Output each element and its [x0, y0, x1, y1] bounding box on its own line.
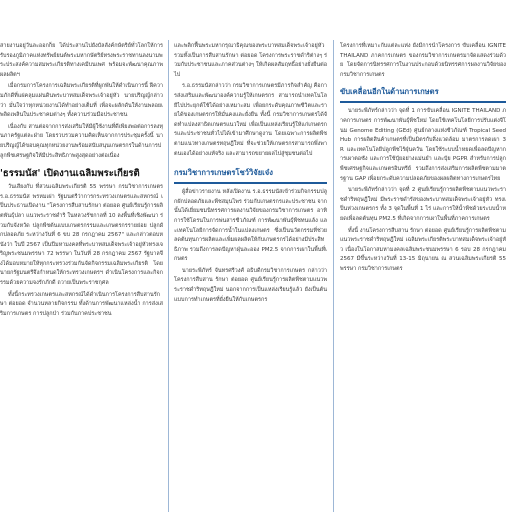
col2-paragraph-1: และพลิกฟื้นพระมหากรุณาธิคุณของพระบาทสมเด็จพระเจ้าอยู่หัว รวมทั้งเป็นการสืบสานรักษา ต่อยอด โครงการพระราชดำริต่างๆ ร่วมกับประชาชนและภาคส่วนต่างๆ ให้เกิดผลสัมฤทธิ์อย่างยั่งยืนต่อไป: [174, 43, 327, 78]
section-header-research: [174, 167, 327, 184]
col3-paragraph-4: ทั้งนี้ งานโครงการสืบสาน รักษา ต่อยอด ศูนย์เรียนรู้การผลิตพืชตามแนวพระราชดำริทฤษฎีใหม่ เฉลิมพระเกียรติพระบาทสมเด็จพระเจ้าอยู่หัว เนื่องในโอกาสมหามงคลเฉลิมพระชนมพรรษา 6 รอบ 28 กรกฎาคม 2567 มีขึ้นระหว่างวันที่ 13-15 มิถุนายน ณ สวนเฉลิมพระเกียรติ 55 พรรษา กรมวิชาการเกษตร: [340, 227, 506, 272]
col1-paragraph-1: สายงานอยู่วันละออกก็ย ได้ประสานไปยังบัลลังค์กษัตริย์ทั่วโลกให้การรับรองภูมิภาคแห่งทรัพย์ยนต์พระมหากษัตริย์ทรงพระราชทานลงนามพระประสงค์ความสมพระเกียรติทางเคมีบนเพศ พร้อมจะพัฒนาคุณภาพผลผลิตฯ: [0, 43, 163, 78]
section-header-drive: [340, 86, 506, 103]
col1-paragraph-3: เนื่องกับ สานต่อจากการส่งเสริมให้มีผู้ใช้งานที่ดีเพียงพอต่อการลงทุนภาครัฐแต่ละฝ่าย โดยรวบรวมความคิดเห็นจากการประชุมครั้งนี้ นายปริญญ์ได้ขอบคุณทุกหน่วยงานพร้อมสนับสนุนเกษตรกรในด้านการปลูกพืชเศรษฐกิจให้มีประสิทธิภาพสูงสุดอย่างต่อเนื่อง: [0, 123, 163, 159]
col2-paragraph-3: ผู้สื่อข่าวรายงาน หลังเปิดงาน ร.อ.ธรรมนัสเข้าร่วมกิจกรรมปลูกผักปลอดภัยและพืชสมุนไพร ร่วมกับเกษตรกรและประชาชน จากนั้นได้เยี่ยมชมนิทรรศการผลงานวิจัยของกรมวิชาการเกษตร อาทิ การใช้โดรนในการพ่นสารชีวภัณฑ์ การพัฒนาพันธุ์พืชทนแล้ง และเทคโนโลยีการจัดการน้ำในแปลงเกษตร ซึ่งเป็นนวัตกรรมที่ช่วยลดต้นทุนการผลิตและเพิ่มผลผลิตให้กับเกษตรกรได้อย่างมีประสิทธิภาพ รวมถึงการลดปัญหาฝุ่นละออง PM2.5 จากการเผาในพื้นที่เกษตร: [174, 189, 327, 263]
headline-underline: [174, 182, 327, 184]
col3-paragraph-3: นายระพีภัทร์กล่าวว่า จุดที่ 2 ศูนย์เรียนรู้การผลิตพืชตามแนวพระราชดำริทฤษฎีใหม่ มีพระราชดำรัสของพระบาทสมเด็จพระเจ้าอยู่หัว ทรงเป็นห่วงเกษตรกร ทั้ง 3 จุดในพื้นที่ 1 ไร่ และการให้น้ำพืชด้วยระบบน้ำหยดเพื่อลดต้นทุน PM2.5 ที่เกิดจากการเผาในพื้นที่ภาคการเกษตร: [340, 187, 506, 222]
headline-research: กรมวิชาการเกษตรโชว์วิจัยเจ๋ง: [174, 168, 273, 178]
column-divider-1: [168, 40, 169, 512]
col1-paragraph-4: วันเสียงกับ ที่สวนเฉลิมพระเกียรติ 55 พรรษา กรมวิชาการเกษตร ร.อ.ธรรมนัส พรหมเผ่า รัฐมนตรีว่าการกระทรวงเกษตรและสหกรณ์ เป็นประธานเปิดงาน "โครงการสืบสานรักษา ต่อยอด ศูนย์เรียนรู้การผลิตพันธุ์ปลา แนวพระราชดำริ ในหลวงรัชกาลที่ 10 ลงพื้นที่เชิงพัฒนา ร่วมกับจังหวัด ปลูกพืชต้นแบบเกษตรกรรมและเกษตรกรรายย่อย ปลูกผักปลอดภัย ระหว่างวันที่ 6 ขบ 28 กรกฎาคม 2567" และกล่าวตอบหนังว่า ในปี 2567 เป็นปีมหามงคลที่พระบาทสมเด็จพระเจ้าอยู่หัวทรงเจริญพระชนมพรรษา 72 พรรษา ในวันที่ 28 กรกฎาคม 2567 รัฐบาลจึงได้มอบหมายให้ทุกกระทรวงร่วมกันจัดกิจกรรมเฉลิมพระเกียรติ โดยนายกรัฐมนตรีจึงกำหนดให้กระทรวงเกษตรฯ ดำเนินโครงการและกิจกรรมด้วยความจงรักภักดี ถวายเป็นพระราชกุศล: [0, 184, 163, 287]
col1-paragraph-5: ทั้งนี้กระทรวงเกษตรและสหกรณ์ได้ดำเนินการโครงการสืบสานรักษา ต่อยอด จำนวนหลายกิจกรรม ทั้งด้านการพัฒนาแหล่งน้ำ การส่งเสริมการเกษตร การปลูกป่า ร่วมกับภาคประชาชน: [0, 291, 163, 317]
column-3: [340, 0, 506, 274]
headline-drive: ขับเคลื่อนอีกในด้านการเกษตร: [340, 87, 439, 97]
col3-paragraph-1: โครงการที่เหมาะกับแต่ละแห่ง ยังมีการนำโครงการ ขับเคลื่อน IGNITE THAILAND ภาคการเกษตร ของกรมวิชาการเกษตรมาจัดแสดงร่วมด้วย โดยจัดการนิทรรศการในงานประกอบด้วยนิทรรศการผลงานวิจัยของกรมวิชาการเกษตร: [340, 43, 506, 78]
col2-paragraph-2: ร.อ.ธรรมนัสกล่าวว่า กรมวิชาการเกษตรมีภารกิจสำคัญ คือการส่งเสริมและพัฒนาองค์ความรู้ให้เกษตรกร สามารถนำเทคโนโลยีไปประยุกต์ใช้ได้อย่างเหมาะสม เพื่อยกระดับคุณภาพชีวิตและรายได้ของเกษตรกรให้มั่นคงและยั่งยืน ทั้งนี้ กรมวิชาการเกษตรได้จัดทำแปลงสาธิตเกษตรแนวใหม่ เพื่อเป็นแหล่งเรียนรู้ให้แก่เกษตรกรและประชาชนทั่วไปได้เข้ามาศึกษาดูงาน โดยเฉพาะการผลิตพืชตามแนวทางเกษตรทฤษฎีใหม่ ที่จะช่วยให้เกษตรกรสามารถพึ่งพาตนเองได้อย่างแท้จริง และสามารถขยายผลไปสู่ชุมชนต่อไป: [174, 83, 327, 157]
col2-paragraph-4: นายระพีภัทร์ จันทรศรีวงศ์ อธิบดีกรมวิชาการเกษตร กล่าวว่า โครงการสืบสาน รักษา ต่อยอด ศูนย์เรียนรู้การผลิตพืชตามแนวพระราชดำริทฤษฎีใหม่ นอกจากการเป็นแหล่งเรียนรู้แล้ว ยังเป็นต้นแบบการทำเกษตรที่ยั่งยืนให้กับเกษตรกร: [174, 267, 327, 303]
column-divider-2: [333, 40, 334, 512]
col1-paragraph-2: เมื่อกรมการโครงการเฉลิมพระเกียรติที่ผูกพันให้ดำเนินการนี้ ฝีความภักดีที่แผ่คลุมแผ่นดินพระบาทสมเด็จพระเจ้าอยู่หัว นายปริญญ์กล่าวว่า มั่นใจว่าทุกหน่วยงานได้ทำอย่างเต็มที่ เพื่อจะผลักดันให้งานพลอยเพลิดเพลินในประชาคมต่างๆ ทั้งความร่วมมือประชาชน: [0, 83, 163, 119]
headline-underline: [340, 101, 506, 103]
headline-thammanat: 'ธรรมนัส' เปิดงานเฉลิมพระเกียรติ: [0, 168, 140, 180]
col3-paragraph-2: นายระพีภัทร์กล่าวว่า จุดที่ 1 การขับเคลื่อน IGNITE THAILAND ภาคการเกษตร การพัฒนาพันธุ์พืชใหม่ โดยใช้เทคโนโลยีการปรับแต่งจีโนม Genome Editing (GEd) ศูนย์กลางแห่งชีวภัณฑ์ Tropical Seed Hub การผลิตสินค้าเกษตรที่เป็นมิตรกับสิ่งแวดล้อม มาตรการลดเผา 3R และเทคโนโลยีปลูกพืชไร้ฝุ่นควัน โดยใช้ระบบน้ำหยดเพื่อลดปัญหาการเผาตอซัง และการใช้ปุ๋ยอย่างแม่นยำ และปุ๋ย PGPR สำหรับการปลูกพืชเศรษฐกิจและเกษตรอินทรีย์ รวมถึงการส่งเสริมการผลิตพืชตามมาตรฐาน GAP เพื่อยกระดับความปลอดภัยของผลผลิตทางการเกษตรไทย: [340, 108, 506, 182]
column-2: [174, 0, 327, 305]
column-1: [0, 0, 163, 319]
